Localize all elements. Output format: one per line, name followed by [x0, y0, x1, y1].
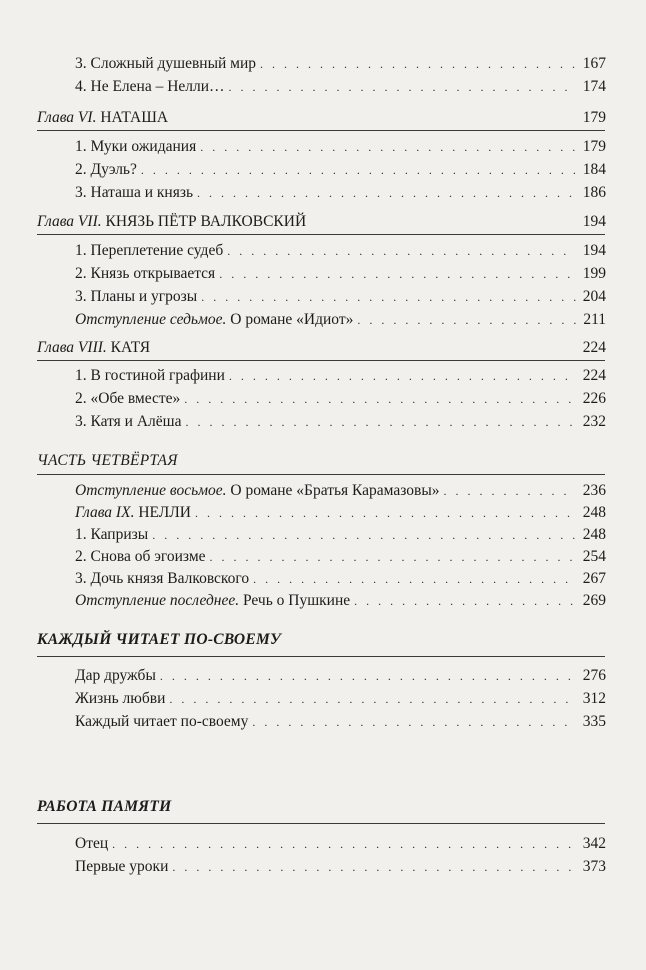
toc-entry[interactable]: [75, 262, 606, 286]
part-heading: ЧАСТЬ ЧЕТВЁРТАЯ: [37, 452, 178, 469]
part-divider: [37, 474, 605, 475]
entry-title: 1. Муки ожидания: [75, 138, 197, 155]
chapter-page: 248: [582, 504, 606, 521]
leader-dots: [200, 135, 576, 159]
chapter-heading[interactable]: [37, 210, 606, 234]
entry-page: 267: [582, 570, 606, 587]
chapter-divider: [37, 360, 605, 361]
chapter-divider: [37, 234, 605, 235]
entry-page: 174: [582, 78, 606, 95]
leader-dots: [354, 589, 576, 613]
leader-dots: [141, 158, 576, 182]
chapter-label: Глава VIII.: [37, 339, 107, 356]
toc-entry-digression[interactable]: [75, 589, 606, 613]
entry-page: 276: [582, 667, 606, 684]
entry-page: 167: [582, 55, 606, 72]
toc-entry[interactable]: [75, 410, 606, 434]
entry-title: 2. Князь открывается: [75, 265, 216, 282]
chapter-heading[interactable]: [75, 501, 606, 525]
leader-dots: [172, 855, 576, 879]
entry-title: 1. В гостиной графини: [75, 367, 225, 384]
toc-entry[interactable]: [75, 75, 606, 99]
entry-page: 184: [582, 161, 606, 178]
chapter-label: Глава VII.: [37, 213, 102, 230]
leader-dots: [195, 501, 576, 525]
entry-title: 3. Наташа и князь: [75, 184, 194, 201]
toc-entry[interactable]: [75, 687, 606, 711]
leader-dots: [229, 75, 576, 99]
toc-entry[interactable]: [75, 523, 606, 547]
chapter-title: КАТЯ: [110, 339, 151, 356]
section-heading: РАБОТА ПАМЯТИ: [37, 798, 172, 815]
digression-label: Отступление седьмое.: [75, 311, 227, 328]
toc-entry[interactable]: [75, 239, 606, 263]
entry-page: 199: [582, 265, 606, 282]
entry-title: О романе «Идиот»: [230, 311, 354, 328]
toc-entry[interactable]: [75, 52, 606, 76]
leader-dots: [210, 545, 576, 569]
chapter-title: НЕЛЛИ: [138, 504, 192, 521]
toc-entry[interactable]: [75, 135, 606, 159]
entry-title: Жизнь любви: [75, 690, 166, 707]
leader-dots: [219, 262, 576, 286]
toc-entry[interactable]: [75, 364, 606, 388]
entry-page: 236: [582, 482, 606, 499]
chapter-title: НАТАША: [100, 109, 169, 126]
leader-dots: [185, 410, 576, 434]
entry-title: 3. Дочь князя Валковского: [75, 570, 250, 587]
leader-dots: [260, 52, 576, 76]
toc-entry[interactable]: [75, 158, 606, 182]
chapter-divider: [37, 130, 605, 131]
leader-dots: [201, 285, 576, 309]
entry-page: 254: [582, 548, 606, 565]
toc-entry-digression[interactable]: [75, 479, 606, 503]
section-divider: [37, 823, 605, 824]
leader-dots: [227, 239, 576, 263]
leader-dots: [184, 387, 576, 411]
toc-entry[interactable]: [75, 387, 606, 411]
leader-dots: [197, 181, 576, 205]
leader-dots: [357, 308, 576, 332]
entry-page: 269: [582, 592, 606, 609]
entry-page: 248: [582, 526, 606, 543]
entry-title: 3. Катя и Алёша: [75, 413, 182, 430]
entry-page: 226: [582, 390, 606, 407]
leader-dots: [160, 664, 576, 688]
entry-title: 3. Планы и угрозы: [75, 288, 198, 305]
chapter-heading[interactable]: [37, 106, 606, 130]
toc-entry-digression[interactable]: [75, 308, 606, 332]
entry-title: 4. Не Елена – Нелли…: [75, 78, 225, 95]
entry-page: 342: [582, 835, 606, 852]
leader-dots: [169, 687, 576, 711]
entry-title: Дар дружбы: [75, 667, 156, 684]
entry-title: Первые уроки: [75, 858, 169, 875]
leader-dots: [444, 479, 576, 503]
entry-title: 1. Капризы: [75, 526, 149, 543]
leader-dots: [252, 710, 576, 734]
entry-page: 335: [582, 713, 606, 730]
chapter-page: 179: [582, 109, 606, 126]
entry-page: 373: [582, 858, 606, 875]
entry-title: Отец: [75, 835, 109, 852]
toc-entry[interactable]: [75, 545, 606, 569]
chapter-heading[interactable]: [37, 336, 606, 360]
entry-page: 204: [582, 288, 606, 305]
entry-page: 211: [583, 311, 606, 328]
leader-dots: [229, 364, 576, 388]
entry-title: О романе «Братья Карамазовы»: [230, 482, 440, 499]
entry-title: 2. Снова об эгоизме: [75, 548, 206, 565]
section-heading: КАЖДЫЙ ЧИТАЕТ ПО-СВОЕМУ: [37, 631, 282, 648]
entry-title: Каждый читает по-своему: [75, 713, 249, 730]
leader-dots: [152, 523, 576, 547]
entry-title: 3. Сложный душевный мир: [75, 55, 257, 72]
entry-title: 1. Переплетение судеб: [75, 242, 224, 259]
entry-title: 2. Дуэль?: [75, 161, 137, 178]
toc-entry[interactable]: [75, 855, 606, 879]
entry-title: 2. «Обе вместе»: [75, 390, 181, 407]
entry-page: 186: [582, 184, 606, 201]
leader-dots: [112, 832, 576, 856]
entry-page: 312: [582, 690, 606, 707]
chapter-title: КНЯЗЬ ПЁТР ВАЛКОВСКИЙ: [105, 213, 307, 230]
leader-dots: [253, 567, 576, 591]
chapter-page: 224: [582, 339, 606, 356]
entry-title: Речь о Пушкине: [242, 592, 351, 609]
toc-entry[interactable]: [75, 285, 606, 309]
chapter-label: Глава VI.: [37, 109, 97, 126]
entry-page: 232: [582, 413, 606, 430]
toc-entry[interactable]: [75, 664, 606, 688]
entry-page: 179: [582, 138, 606, 155]
section-divider: [37, 656, 605, 657]
entry-page: 224: [582, 367, 606, 384]
digression-label: Отступление восьмое.: [75, 482, 227, 499]
digression-label: Отступление последнее.: [75, 592, 240, 609]
chapter-page: 194: [582, 213, 606, 230]
toc-entry[interactable]: [75, 181, 606, 205]
chapter-label: Глава IX.: [75, 504, 135, 521]
toc-entry[interactable]: [75, 710, 606, 734]
entry-page: 194: [582, 242, 606, 259]
toc-entry[interactable]: [75, 832, 606, 856]
toc-entry[interactable]: [75, 567, 606, 591]
